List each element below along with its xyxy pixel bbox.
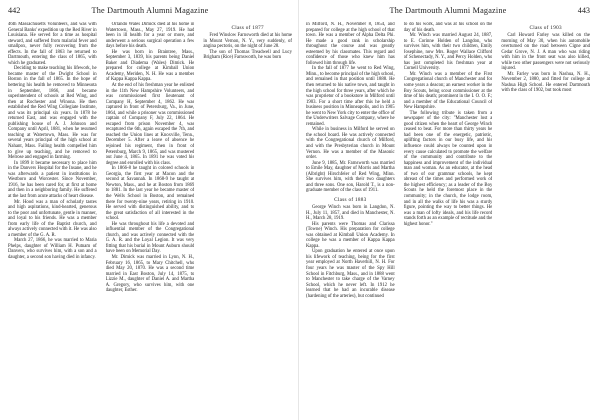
right-page: [306, 0, 590, 420]
left-page-number: 442: [8, 6, 21, 15]
body-paragraph: Orlando Wales Dimick died at his home in Watertown, Mass., May 27, 1919. He had been in ill health for a year or more, and underwent a serious surgical operation a few days before his death.: [105, 22, 195, 50]
body-paragraph: to do his work, and was at his school on the day of his death.: [403, 22, 493, 33]
left-page: [8, 0, 292, 420]
body-paragraph: In the fall of 1877 he went to Red Wing, Minn., to become principal of the high school, and remained in that position until 1888. He then returned to his native town, and taught in the high school for three years, after which he was proprietor of a bookstore in Milford until 1903. For a short time after this he held a business position in Minneapolis, and in 1905 he went to New York city to enter the office of the Underwriters Salvage Company, where he remained.: [306, 66, 395, 127]
body-paragraph: He was throughout his life a devoted and influential member of the Congregational church, and was actively connected with the G. A. R. and the Loyal Legion. It was very fitting that his burial in Mount Auburn should have been on Memorial Day.: [105, 221, 195, 255]
body-paragraph: In 1899 it became necessary to place him in the Danvers Hospital for the Insane, and he was afterwards a patient in institutions in Westboro and Worcester. Since November, 1916, he has been cared for, at first at home and then in a neighboring family. He suffered at the last from acute attacks of heart disease.: [8, 160, 97, 199]
right-column-2: [404, 22, 493, 416]
class-heading: Class of 1877: [231, 25, 264, 31]
body-paragraph: 46th Massachusetts Volunteers, and was with General Banks' expedition up the Red River in Louisiana. He served for a time as hospital steward, and suffered from malarial fever and smallpox, never fully recovering from the effects. In the fall of 1863 he returned to Dartmouth, entering the class of 1865, with which he graduated.: [8, 22, 97, 66]
body-paragraph: in Milford, N. H., November 8, 1854, and prepared for college at the high school of that town. He was a member of Alpha Delta Phi. He made a good rank in scholarship throughout the course and was greatly esteemed by his classmates. This regard and confidence of those who knew him has followed him through life.: [306, 22, 395, 66]
left-columns: [8, 22, 292, 416]
body-paragraph: While in business in Milford he served on the school board. He was actively connected with the Congregational church of Milford, and with the Presbyterian church in Mount Vernon. He was a member of the Masonic order.: [306, 127, 395, 161]
right-column-3: [501, 22, 590, 416]
body-paragraph: Mr. Hood was a man of scholarly tastes and high aspirations, kind-hearted, generous to the poor and unfortunate, gentle in manner, and loyal to his friends. He was a member from early life of the Baptist church, and always actively connected with it. He was also a member of the G. A. R.: [8, 199, 97, 238]
right-page-number: 443: [577, 6, 590, 15]
right-columns: [306, 22, 590, 416]
body-paragraph: Fred Winslow Farnsworth died at his home in Mount Vernon, N. Y., very suddenly, of angina pectoris, on the night of June 28.: [203, 33, 293, 50]
body-paragraph: He was born in Braintree, Mass., September 3, 1839, his parents being Daniel Baker and Diadema (Wales) Dimick. He prepared for college at Kimball Union Academy, Meriden, N. H. He was a member of Kappa Kappa Kappa.: [105, 49, 195, 83]
left-column-3: [203, 22, 292, 416]
class-heading: Class of 1883: [334, 196, 367, 203]
body-paragraph: At the end of his freshman year he enlisted in the 11th New Hampshire Volunteers, and was commissioned first lieutenant of Company H, September 4, 1862. He was captured in front of Petersburg, Va., in June, 1864, and while a prisoner was commissioned captain of Company F, July 22, 1864. He escaped from prison November 4, was recaptured the 6th, again escaped the 7th, and reached the Union lines at Knoxville, Tenn., December 5. After a leave of absence he rejoined his regiment, then in front of Petersburg, March 9, 1865, and was mustered out June 4, 1865. In 1891 he was voted his degree and enrolled with his class.: [105, 83, 195, 166]
body-paragraph: Upon graduation he entered at once upon his lifework of teaching, being for the first year employed at North Haverhill, N. H. For four years he was master of the Spy Hill School in Fitchburg, Mass., and in 1888 went to Manchester to take charge of the Varney School, which he never left. In 1912 he learned that he had an incurable disease (hardening of the arteries), but continued: [306, 249, 395, 299]
body-paragraph: The following tribute is taken from a newspaper of the city: "Manchester lost a good citizen when the heart of George Winch ceased to beat. For more than thirty years he had been one of the energetic, patriotic, uplifting factors in our busy life, and his influence could always be counted upon in every cause calculated to promote the welfare of the community and contribute to the happiness and improvement of the individual man and woman. As an educator, at the head of two of our grammar schools, he kept abreast of the times and performed work of the highest efficiency; as a leader of the Boy Scouts he held the foremost place in the community; in the church, the lodge room, and in all the walks of life his was a sturdy figure, pointing the way to better things. He was a man of lofty ideals, and his life record stands forth as an example of rectitude and the highest honor.": [403, 110, 493, 227]
right-running-title: The Dartmouth Alumni Magazine: [389, 6, 507, 15]
body-paragraph: Mr. Winch was a member of the First Congregational church of Manchester and for some years a deacon; an earnest worker in the Boy Scouts, being scout commissioner at the time of his death; prominent in the I. O. O. F.; and a member of the Educational Council of New Hampshire.: [403, 71, 493, 111]
body-paragraph: June 9, 1885, Mr. Farnsworth was married to Emile May, daughter of Morris and Martha (Albright) Hirschfeler of Red Wing, Minn. She survives him, with their two daughters and three sons. One son, Harold T., is a non-graduate member of the class of 1911.: [306, 160, 395, 194]
body-paragraph: In 1866-8 he taught in colored schools in Georgia, the first year at Macon and the second at Savannah. In 1868-9 he taught at Newton, Mass., and he at Boston from 1869 to 1881. In the last year he became master of the Wells School in Boston, and remained there for twenty-nine years, retiring in 1910. He served with distinguished ability, and to the great satisfaction of all interested in the school.: [105, 166, 195, 222]
body-paragraph: Mr. Farley was born in Nashua, N. H., November 2, 1880, and fitted for college at Nashua High School. He entered Dartmouth with the class of 1902, but took most: [501, 71, 591, 94]
page-gutter: [298, 0, 299, 420]
body-paragraph: Mr. Dimick was married in Lynn, N. H., February 16, 1865, to Mary Chitchell, who died May 20, 1870. He was a second time married in East Boston, July 14, 1875, to Lizzie M., daughter of Daniel A. and Martha A. Gregory, who survives him, with one daughter, Esther.: [105, 254, 195, 294]
right-page-header: [306, 0, 590, 22]
left-running-title: The Dartmouth Alumni Magazine: [91, 6, 209, 15]
class-heading: Class of 1903: [529, 25, 562, 31]
left-column-1: [8, 22, 97, 416]
body-paragraph: March 27, 1866, he was married to Maria Phelps, daughter of William H. Putnam of Danvers, who survives him, with a son and a daughter, a second son having died in infancy.: [8, 238, 97, 260]
left-page-header: [8, 0, 292, 22]
body-paragraph: The son of Thomas Treadwell and Lucy Brigham (Rice) Farnsworth, he was born: [203, 49, 293, 61]
left-column-2: [106, 22, 195, 416]
body-paragraph: Carl Howard Farley was killed on the morning of May 30, when his automobile overturned on the road between Cigne and Cedar Grove, N. J. A man who was riding with him in the front seat was also killed, while two other passengers were not seriously injured.: [501, 33, 591, 72]
body-paragraph: His parents were Thomas and Clarissa (Towne) Winch. His preparation for college was obtained at Kimball Union Academy. In college he was a member of Kappa Kappa Kappa.: [306, 221, 395, 249]
right-column-1: [306, 22, 395, 416]
body-paragraph: George Winch was born in Langdon, N. H., July 11, 1857, and died in Manchester, N. H., March 28, 1919.: [306, 204, 395, 222]
body-paragraph: Mr. Winch was married August 24, 1887, to E. Corinne Holden of Langdon, who survives him, with their two children, Emily Josephine, now Mrs. Roger Wallace Clifford of Schenectady, N. Y., and Percy Holden, who has just completed his freshman year at Cornell University.: [403, 33, 493, 72]
body-paragraph: Deciding to make teaching his lifework, he became master of the Dwight School in Boston in the fall of 1865. In the hope of bettering his health he removed to Minnesota in September, 1866, and became superintendent of schools at Red Wing, and then at Rochester and Winona. He then established the Red Wing Collegiate Institute, and was its principal six years. In 1878 he returned East, and was engaged with the publishing house of A. J. Johnson and Company until April, 1881, when he resumed teaching at Watertown, Mass. He was for several years principal of the high school at Nahant, Mass. Failing health compelled him to give up teaching, and he removed to Melrose and engaged in farming.: [8, 66, 97, 161]
